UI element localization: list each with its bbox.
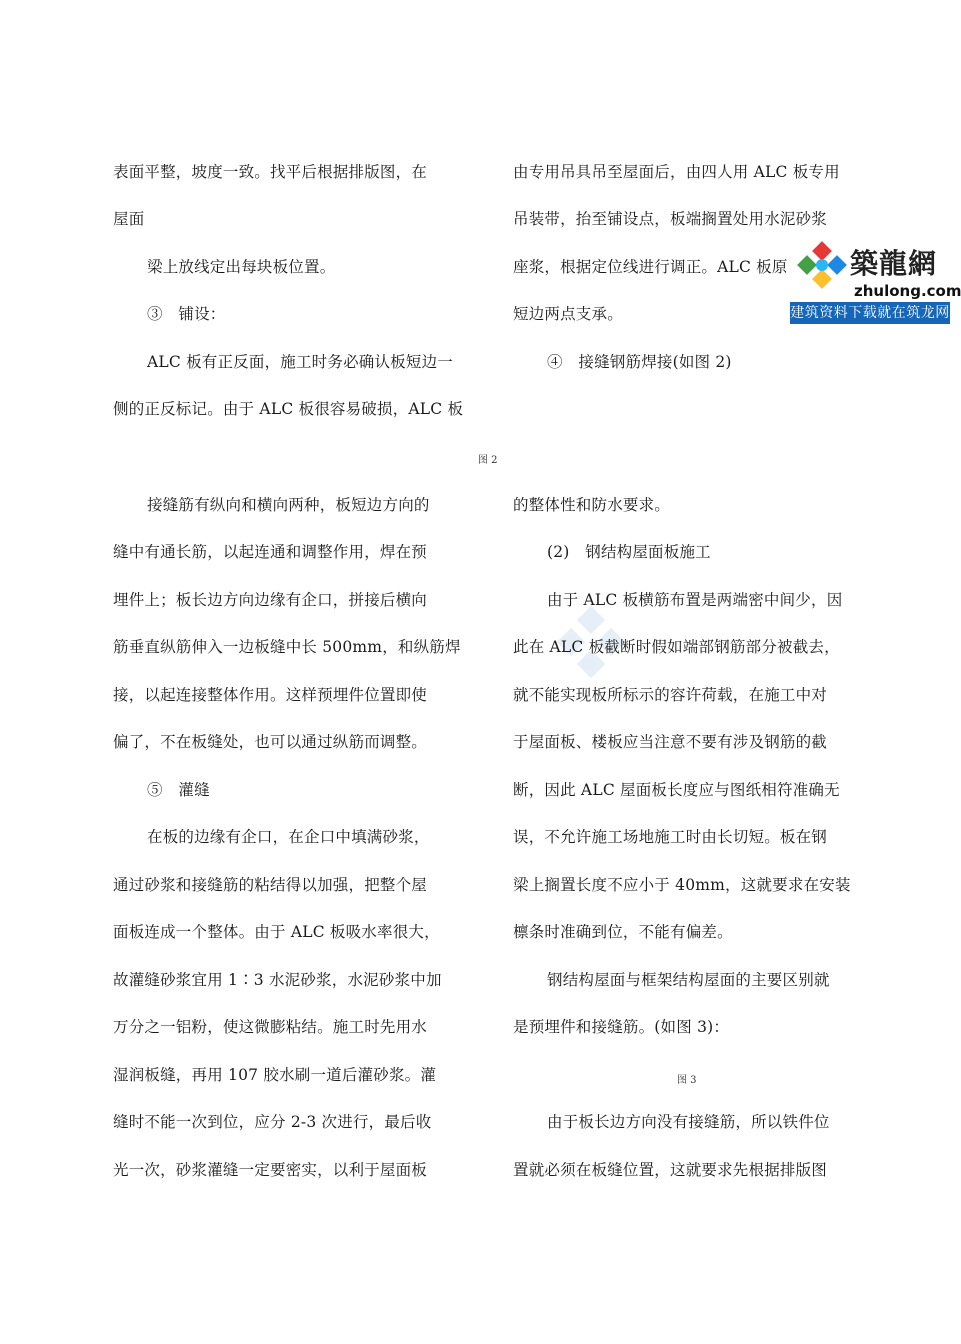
paragraph-line: 置就必须在板缝位置，这就要求先根据排版图 (513, 1161, 828, 1179)
paragraph-line: 缝时不能一次到位，应分 2-3 次进行，最后收 (113, 1113, 432, 1131)
zhulong-logo-icon (794, 242, 850, 300)
paragraph-line: 就不能实现板所标示的容许荷载，在施工中对 (513, 686, 828, 704)
zhulong-logo[interactable] (790, 236, 961, 324)
paragraph-line: 吊装带，抬至铺设点，板端搁置处用水泥砂浆 (513, 210, 828, 228)
paragraph-line: 面板连成一个整体。由于 ALC 板吸水率很大， (113, 923, 440, 941)
paragraph-line: ③ 铺设： (147, 305, 226, 323)
paragraph-line: 光一次，砂浆灌缝一定要密实，以利于屋面板 (113, 1161, 428, 1179)
paragraph-line: 在板的边缘有企口，在企口中填满砂浆， (147, 828, 430, 846)
paragraph-line: 断，因此 ALC 屋面板长度应与图纸相符准确无 (513, 781, 840, 799)
paragraph-line: 钢结构屋面与框架结构屋面的主要区别就 (547, 971, 830, 989)
logo-slogan: 建筑资料下载就在筑龙网 (790, 302, 950, 324)
paragraph-line: 通过砂浆和接缝筋的粘结得以加强，把整个屋 (113, 876, 428, 894)
paragraph-line: 的整体性和防水要求。 (513, 496, 671, 514)
paragraph-line: 万分之一铝粉，使这微膨粘结。施工时先用水 (113, 1018, 428, 1036)
paragraph-line: 误，不允许施工场地施工时由长切短。板在钢 (513, 828, 828, 846)
paragraph-line: ⑤ 灌缝 (147, 781, 210, 799)
paragraph-line: 由于 ALC 板横筋布置是两端密中间少，因 (547, 591, 843, 609)
paragraph-line: 由于板长边方向没有接缝筋，所以铁件位 (547, 1113, 830, 1131)
paragraph-line: 故灌缝砂浆宜用 1∶3 水泥砂浆，水泥砂浆中加 (113, 971, 442, 989)
paragraph-line: 于屋面板、楼板应当注意不要有涉及钢筋的截 (513, 733, 828, 751)
paragraph-line: 由专用吊具吊至屋面后，由四人用 ALC 板专用 (513, 163, 840, 181)
paragraph-line: 梁上搁置长度不应小于 40mm，这就要求在安装 (513, 876, 851, 894)
figure-caption: 图 2 (478, 455, 498, 466)
paragraph-line: 座浆，根据定位线进行调正。ALC 板原 (513, 258, 788, 276)
paragraph-line: 筋垂直纵筋伸入一边板缝中长 500mm，和纵筋焊 (113, 638, 461, 656)
paragraph-line: 埋件上；板长边方向边缘有企口，拼接后横向 (113, 591, 428, 609)
paragraph-line: 梁上放线定出每块板位置。 (147, 258, 336, 276)
paragraph-line: 接，以起连接整体作用。这样预埋件位置即使 (113, 686, 428, 704)
paragraph-line: (2) 钢结构屋面板施工 (547, 543, 711, 561)
paragraph-line: 表面平整，坡度一致。找平后根据排版图，在 (113, 163, 428, 181)
paragraph-line: 缝中有通长筋，以起连通和调整作用，焊在预 (113, 543, 428, 561)
paragraph-line: 湿润板缝，再用 107 胶水刷一道后灌砂浆。灌 (113, 1066, 437, 1084)
logo-title: 築龍網 (850, 247, 938, 280)
paragraph-line: 侧的正反标记。由于 ALC 板很容易破损，ALC 板 (113, 400, 464, 418)
paragraph-line: 短边两点支承。 (513, 305, 623, 323)
paragraph-line: 接缝筋有纵向和横向两种，板短边方向的 (147, 496, 430, 514)
paragraph-line: 此在 ALC 板截断时假如端部钢筋部分被截去， (513, 638, 840, 656)
paragraph-line: ALC 板有正反面，施工时务必确认板短边一 (147, 353, 453, 371)
paragraph-line: 屋面 (113, 210, 145, 228)
paragraph-line: ④ 接缝钢筋焊接(如图 2) (547, 353, 732, 371)
figure-caption: 图 3 (677, 1075, 697, 1086)
paragraph-line: 是预埋件和接缝筋。(如图 3)： (513, 1018, 730, 1036)
paragraph-line: 偏了，不在板缝处，也可以通过纵筋而调整。 (113, 733, 428, 751)
logo-domain: zhulong.com (854, 282, 961, 300)
paragraph-line: 檩条时准确到位，不能有偏差。 (513, 923, 733, 941)
